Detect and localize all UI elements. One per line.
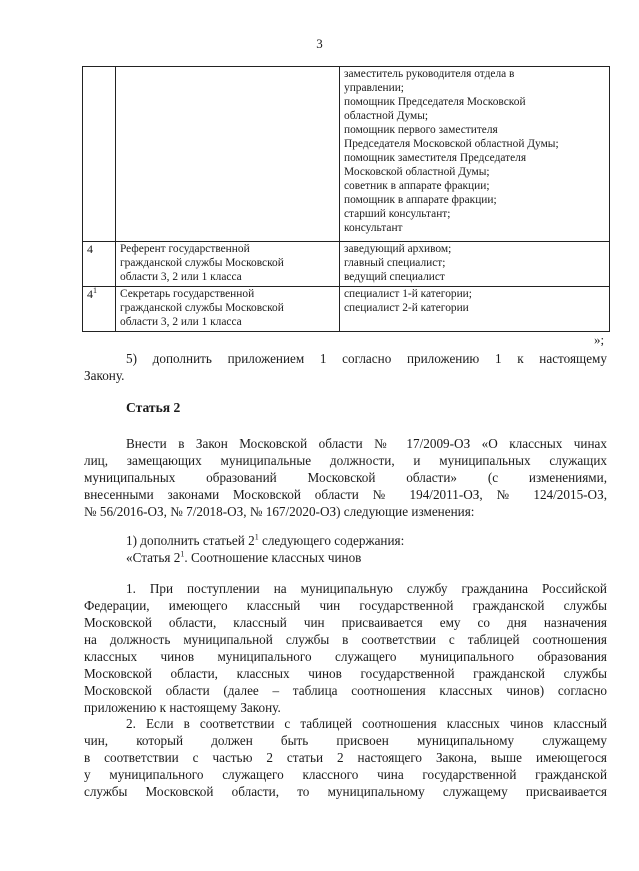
position-line: управлении; <box>344 82 404 94</box>
position-line: помощник заместителя Председателя <box>344 152 527 164</box>
table-row <box>83 287 610 332</box>
position-line: Московской областной Думы; <box>344 166 490 178</box>
positions-cell <box>340 242 610 287</box>
position-line: помощник в аппарате фракции; <box>344 194 497 206</box>
row-number-cell <box>83 287 116 332</box>
new-article-prefix: «Статья 2 <box>126 550 181 565</box>
row-number: 4 <box>87 287 93 301</box>
item1-suffix: следующего содержания: <box>258 533 405 548</box>
position-line: старший консультант; <box>344 208 451 220</box>
position-line: помощник первого заместителя <box>344 124 498 136</box>
rank-cell <box>116 67 340 242</box>
article-intro-line: муниципальных образований Московской области» (с изменениями, <box>84 470 607 485</box>
item1-prefix: 1) дополнить статьей 2 <box>126 533 255 548</box>
position-line: областной Думы; <box>344 110 429 122</box>
rank-cell <box>116 287 340 332</box>
position-line: специалист 2-й категории <box>344 302 469 314</box>
new-article-superscript: 1 <box>180 549 185 559</box>
positions-cell <box>340 287 610 332</box>
article-intro-line: № 56/2016-ОЗ, № 7/2018-ОЗ, № 167/2020-ОЗ) следующие изменения: <box>84 504 475 519</box>
page-number: 3 <box>316 36 323 51</box>
table-row <box>83 242 610 287</box>
paragraph1-line: на должность муниципальной службы в соответствии с таблицей соотношения <box>84 632 607 647</box>
new-article-suffix: . Соотношение классных чинов <box>184 550 362 565</box>
position-line: Председателя Московской областной Думы; <box>344 138 559 150</box>
paragraph2-line: у муниципального служащего классного чина государственной гражданской <box>84 767 607 782</box>
rank-line: Референт государственной <box>120 243 250 255</box>
position-line: заведующий архивом; <box>344 243 452 255</box>
article-intro-line: внесенными законами Московской области № 194/2011-ОЗ, № 124/2015-ОЗ, <box>84 487 607 502</box>
article-intro-line: лиц, замещающих муниципальные должности, и муниципальных служащих <box>84 453 607 468</box>
paragraph2-line: чин, который должен быть присвоен муниципальному служащему <box>84 733 607 748</box>
paragraph2-line: в соответствии с частью 2 статьи 2 настоящего Закона, выше имеющегося <box>84 750 607 765</box>
position-line: заместитель руководителя отдела в <box>344 68 515 80</box>
paragraph2-line: 2. Если в соответствии с таблицей соотношения классных чинов классный <box>126 716 607 731</box>
article-heading: Статья 2 <box>126 400 181 415</box>
item5-line: 5) дополнить приложением 1 согласно приложению 1 к настоящему <box>126 351 607 366</box>
position-line: консультант <box>344 222 403 234</box>
position-line: специалист 1-й категории; <box>344 288 472 300</box>
paragraph1-line: Московской области (далее – таблица соотношения классных чинов) согласно <box>84 683 607 698</box>
table-row <box>83 67 610 242</box>
rank-line: области 3, 2 или 1 класса <box>120 271 242 283</box>
position-line: главный специалист; <box>344 257 446 269</box>
paragraph2-line: службы Московской области, то муниципальному служащему присваивается <box>84 784 607 799</box>
position-line: помощник Председателя Московской <box>344 96 526 108</box>
row-number-superscript: 1 <box>93 286 97 295</box>
row-number-cell <box>83 242 116 287</box>
paragraph1-line: приложению к настоящему Закону. <box>84 700 281 715</box>
paragraph1-line: Московской области, классный чин присваивается ему со дня назначения <box>84 615 607 630</box>
new-article-title <box>126 549 361 566</box>
rank-line: Секретарь государственной <box>120 288 255 300</box>
rank-cell <box>116 242 340 287</box>
item1-line <box>126 532 404 549</box>
row-number-cell <box>83 67 116 242</box>
row-number: 4 <box>87 242 93 256</box>
item1-superscript: 1 <box>254 532 259 542</box>
paragraph1-line: Московской области, классных чинов государственной гражданской службы <box>84 666 607 681</box>
paragraph1-line: Федерации, имеющего классный чин государственной гражданской службы <box>84 598 607 613</box>
rank-line: гражданской службы Московской <box>120 302 284 314</box>
positions-table <box>82 66 610 332</box>
position-line: ведущий специалист <box>344 271 445 283</box>
item5-line: Закону. <box>84 368 125 383</box>
position-line: советник в аппарате фракции; <box>344 180 490 192</box>
table-closing-quote: »; <box>594 332 605 347</box>
paragraph1-line: классных чинов муниципального служащего муниципального образования <box>84 649 607 664</box>
paragraph1-line: 1. При поступлении на муниципальную службу гражданина Российской <box>126 581 607 596</box>
article-intro-line: Внести в Закон Московской области № 17/2009-ОЗ «О классных чинах <box>126 436 607 451</box>
positions-cell <box>340 67 610 242</box>
rank-line: области 3, 2 или 1 класса <box>120 316 242 328</box>
rank-line: гражданской службы Московской <box>120 257 284 269</box>
